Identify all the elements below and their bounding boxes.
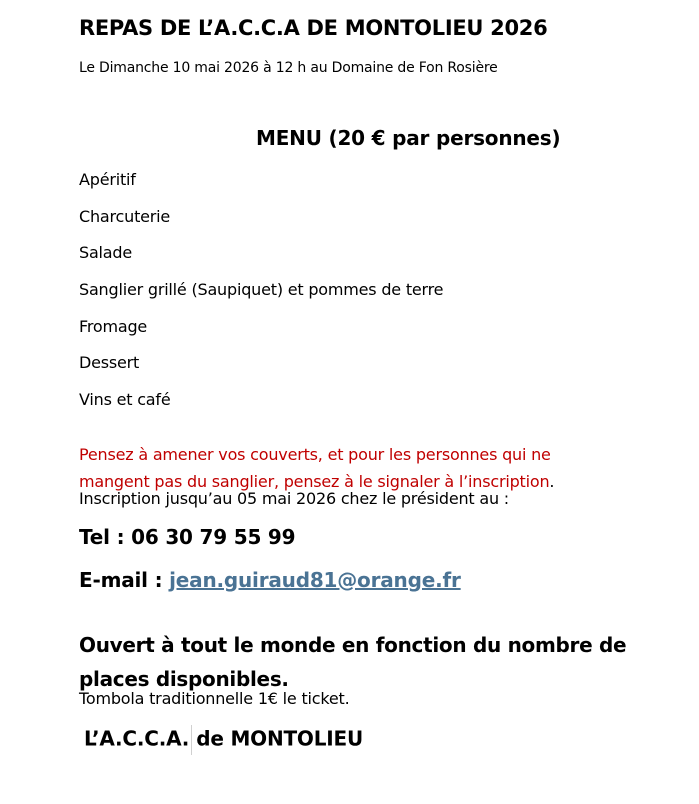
signature-org: L’A.C.C.A.: [84, 726, 190, 751]
menu-item-sanglier: Sanglier grillé (Saupiquet) et pommes de terre: [79, 280, 444, 299]
tel-label: Tel :: [79, 525, 132, 549]
menu-item-dessert: Dessert: [79, 353, 140, 372]
menu-item-vins: Vins et café: [79, 390, 171, 409]
open-to-all-notice: Ouvert à tout le monde en fonction du nombre de places disponibles.: [79, 633, 627, 691]
telephone-line: [79, 525, 295, 549]
email-line: [79, 568, 461, 592]
menu-heading: MENU (20 € par personnes): [256, 126, 561, 150]
signature: [84, 725, 363, 755]
menu-item-charcuterie: Charcuterie: [79, 207, 171, 226]
menu-item-aperitif: Apéritif: [79, 170, 136, 189]
notice-paragraph: [79, 441, 619, 495]
tel-value: 06 30 79 55 99: [131, 525, 296, 549]
email-link[interactable]: jean.guiraud81@orange.fr: [169, 568, 461, 592]
notice-period: .: [549, 472, 555, 491]
menu-item-fromage: Fromage: [79, 317, 148, 336]
signature-place: de MONTOLIEU: [196, 726, 364, 751]
signature-divider: [191, 725, 192, 755]
email-label: E-mail :: [79, 568, 170, 592]
menu-item-salade: Salade: [79, 243, 133, 262]
tombola-info: Tombola traditionnelle 1€ le ticket.: [79, 689, 350, 708]
notice-text: Pensez à amener vos couverts, et pour les personnes qui ne mangent pas du sanglier, pensez à le signaler à l’inscription: [79, 445, 551, 491]
document-title: REPAS DE L’A.C.C.A DE MONTOLIEU 2026: [79, 16, 548, 40]
inscription-deadline: Inscription jusqu’au 05 mai 2026 chez le président au :: [79, 489, 509, 508]
event-date-location: Le Dimanche 10 mai 2026 à 12 h au Domaine de Fon Rosière: [79, 60, 498, 76]
